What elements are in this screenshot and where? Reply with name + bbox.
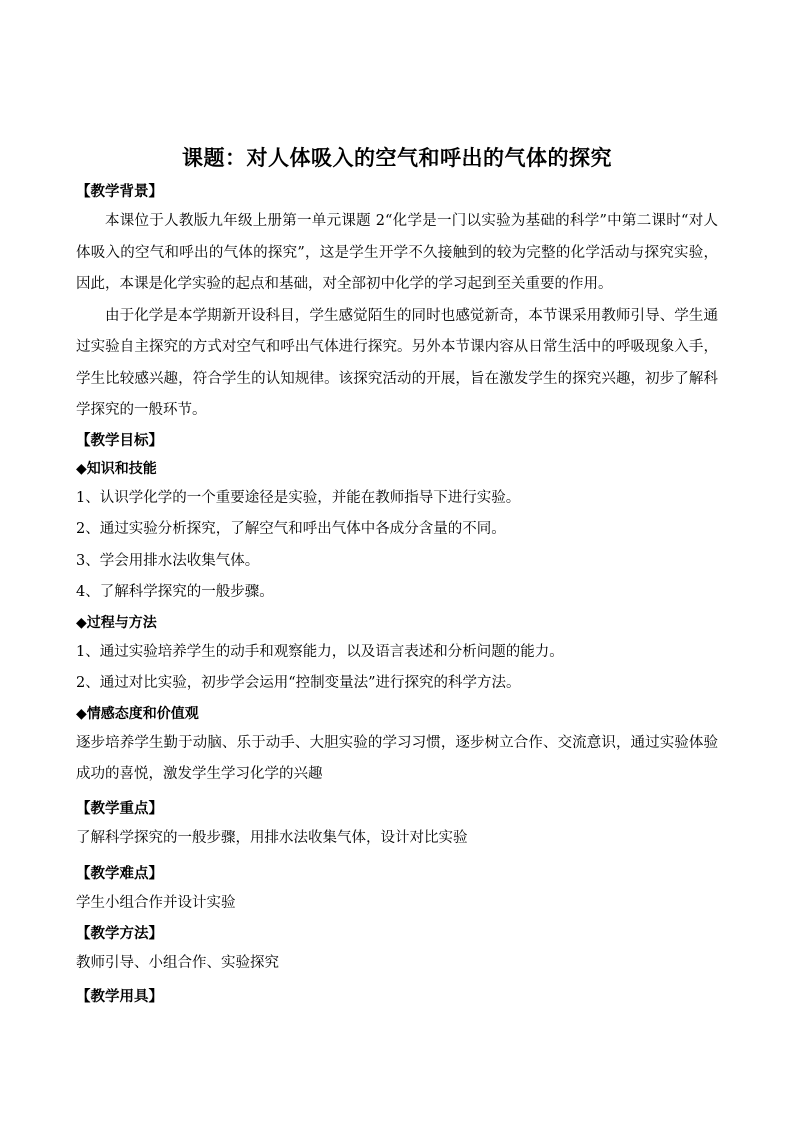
section-heading-key-points: 【教学重点】: [76, 800, 163, 817]
section-heading-background: 【教学背景】: [76, 184, 163, 200]
background-paragraph-1: 本课位于人教版九年级上册第一单元课题 2“化学是一门以实验为基础的科学”中第二课时“对人体吸入的空气和呼出的气体的探究”，这是学生开学不久接触到的较为完整的化学活动与探究实验，因此，本课是化学实验的起点和基础，对全部初中化学的学习起到至关重要的作用。: [76, 213, 718, 292]
difficulties-text: 学生小组合作并设计实验: [76, 895, 236, 911]
process-item-1: 1、通过实验培养学生的动手和观察能力，以及语言表述和分析问题的能力。: [76, 643, 564, 660]
subheading-emotion: ◆情感态度和价值观: [76, 705, 199, 722]
subheading-process: ◆过程与方法: [76, 614, 157, 631]
methods-text: 教师引导、小组合作、实验探究: [76, 954, 279, 971]
key-points-text: 了解科学探究的一般步骤，用排水法收集气体，设计对比实验: [76, 829, 468, 846]
section-heading-methods: 【教学方法】: [76, 925, 163, 942]
document-title: 课题：对人体吸入的空气和呼出的气体的探究: [182, 146, 612, 170]
background-paragraph-2: 由于化学是本学期新开设科目，学生感觉陌生的同时也感觉新奇，本节课采用教师引导、学生通过实验自主探究的方式对空气和呼出气体进行探究。另外本节课内容从日常生活中的呼吸现象入手，学生比较感兴趣，符合学生的认知规律。该探究活动的开展，旨在激发学生的探究兴趣，初步了解科学探究的一般环节。: [76, 307, 718, 418]
knowledge-item-2: 2、通过实验分析探究，了解空气和呼出气体中各成分含量的不同。: [76, 521, 506, 537]
section-heading-tools: 【教学用具】: [76, 989, 163, 1005]
emotion-text: 逐步培养学生勤于动脑、乐于动手、大胆实验的学习习惯，逐步树立合作、交流意识，通过实验体验成功的喜悦，激发学生学习化学的兴趣: [76, 734, 718, 782]
knowledge-item-3: 3、学会用排水法收集气体。: [76, 552, 260, 569]
subheading-knowledge: ◆知识和技能: [76, 460, 157, 477]
section-heading-difficulties: 【教学难点】: [76, 866, 163, 882]
knowledge-item-4: 4、了解科学探究的一般步骤。: [76, 584, 274, 600]
section-heading-objectives: 【教学目标】: [76, 432, 163, 449]
knowledge-item-1: 1、认识学化学的一个重要途径是实验，并能在教师指导下进行实验。: [76, 489, 521, 506]
document-body: [76, 178, 718, 1011]
process-item-2: 2、通过对比实验，初步学会运用“控制变量法”进行探究的科学方法。: [76, 675, 521, 691]
